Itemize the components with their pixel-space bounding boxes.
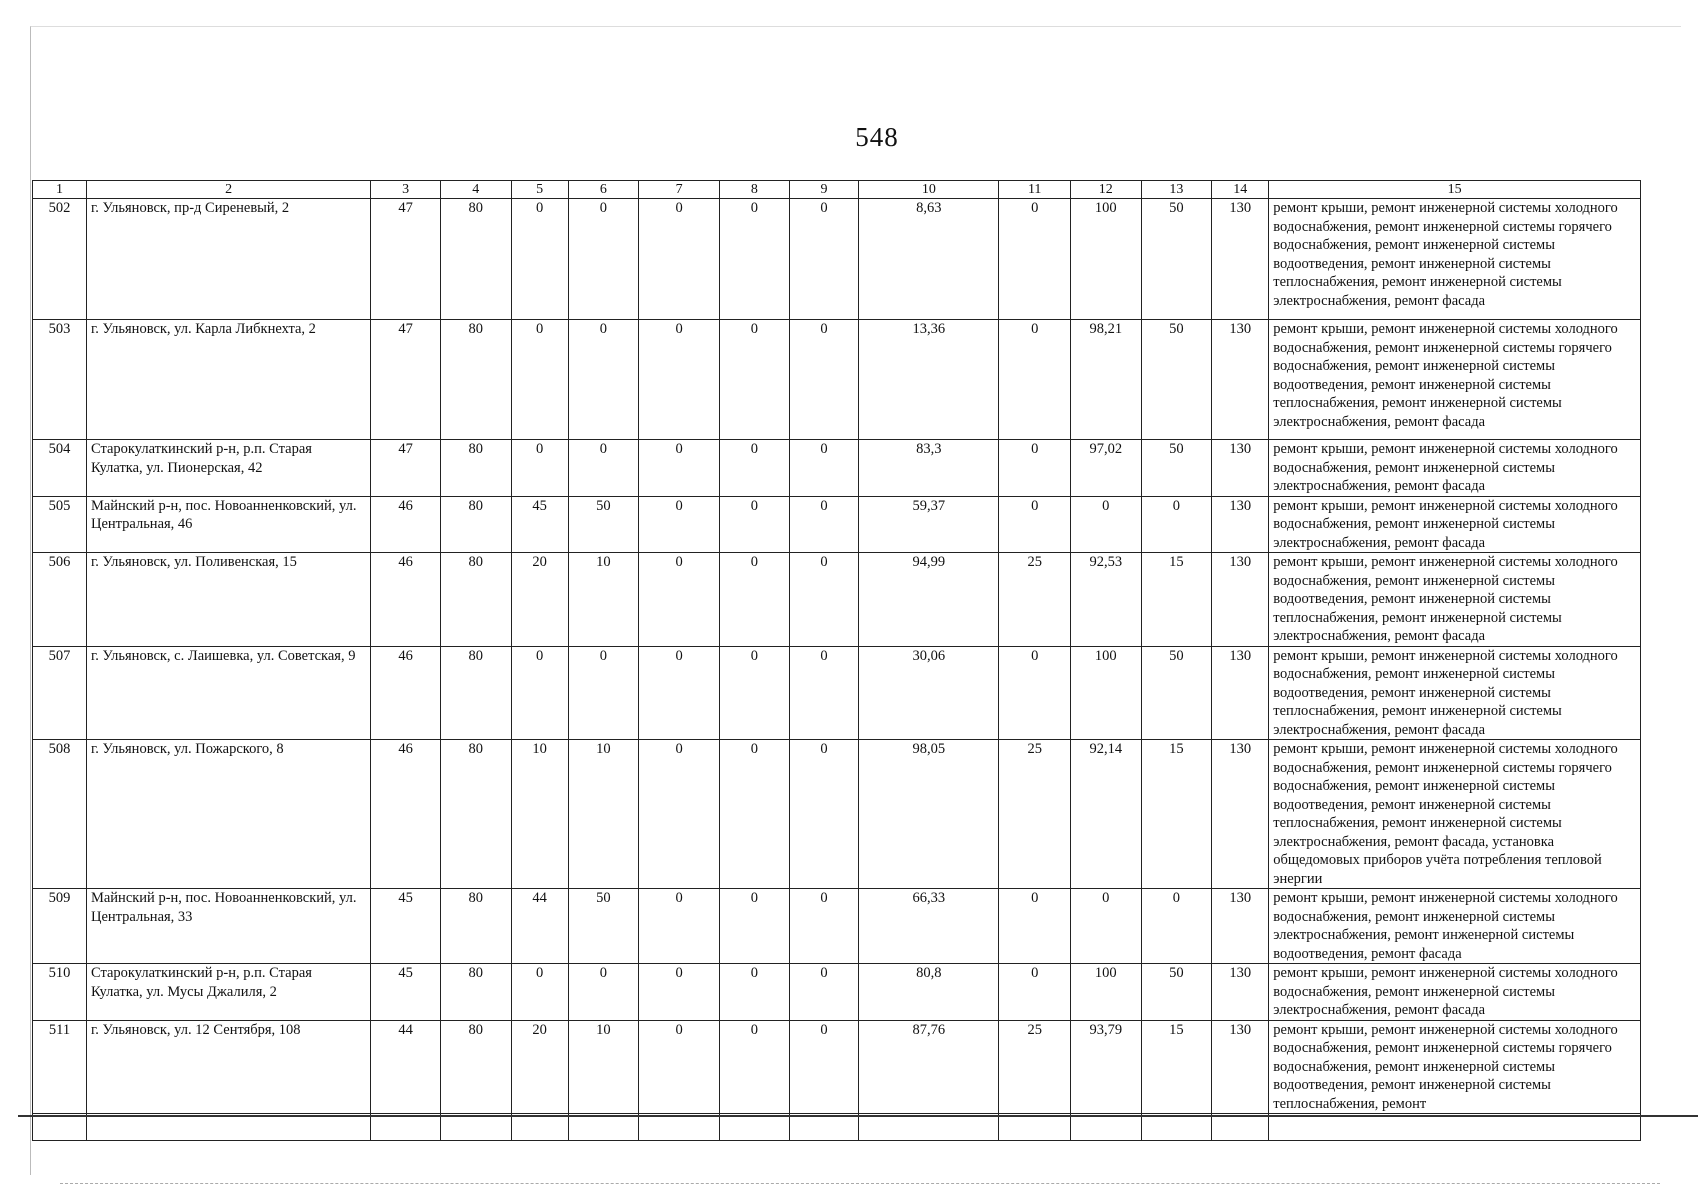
column-header-1: 1	[33, 181, 87, 199]
cell-col3: 46	[371, 553, 441, 647]
cell-col3: 45	[371, 889, 441, 964]
cell-col7: 0	[639, 320, 720, 440]
column-header-7: 7	[639, 181, 720, 199]
repair-works: ремонт крыши, ремонт инженерной системы холодного водоснабжения, ремонт инженерной системы электроснабжения, ремонт фасада	[1269, 496, 1641, 553]
cell-col3: 47	[371, 320, 441, 440]
cell-col5: 0	[511, 320, 568, 440]
cell-col14: 130	[1212, 440, 1269, 497]
address: Майнский р-н, пос. Новоанненковский, ул. Центральная, 33	[86, 889, 370, 964]
cell-col6: 0	[568, 199, 639, 320]
cell-col8: 0	[720, 1020, 790, 1114]
row-number: 508	[33, 740, 87, 889]
cell-col7: 0	[639, 553, 720, 647]
row-number: 504	[33, 440, 87, 497]
cell-col3: 46	[371, 740, 441, 889]
cell-col14: 130	[1212, 320, 1269, 440]
cell-col6: 50	[568, 889, 639, 964]
cell-col3: 45	[371, 964, 441, 1021]
cell-col8: 0	[720, 199, 790, 320]
cell-col9: 0	[789, 553, 859, 647]
table-row	[33, 440, 1641, 497]
cell-col10: 83,3	[859, 440, 999, 497]
cell-col14: 130	[1212, 199, 1269, 320]
cell-col5: 0	[511, 199, 568, 320]
column-header-13: 13	[1141, 181, 1212, 199]
table-row	[33, 740, 1641, 889]
cell-col7: 0	[639, 889, 720, 964]
repair-works: ремонт крыши, ремонт инженерной системы холодного водоснабжения, ремонт инженерной системы горячего водоснабжения, ремонт инженерной системы водоотведения, ремонт инженерной системы теплоснабжения, ремонт	[1269, 1020, 1641, 1114]
cell-col5: 44	[511, 889, 568, 964]
cell-col8: 0	[720, 553, 790, 647]
cell-col13: 50	[1141, 646, 1212, 740]
cell-col9: 0	[789, 964, 859, 1021]
cell-col4: 80	[440, 889, 511, 964]
empty-cell	[511, 1114, 568, 1141]
cell-col7: 0	[639, 440, 720, 497]
address: Старокулаткинский р-н, р.п. Старая Кулатка, ул. Пионерская, 42	[86, 440, 370, 497]
cell-col9: 0	[789, 320, 859, 440]
table-row	[33, 553, 1641, 647]
cell-col4: 80	[440, 646, 511, 740]
cell-col8: 0	[720, 646, 790, 740]
cell-col12: 92,14	[1071, 740, 1142, 889]
empty-cell	[789, 1114, 859, 1141]
column-header-6: 6	[568, 181, 639, 199]
address: г. Ульяновск, с. Лаишевка, ул. Советская, 9	[86, 646, 370, 740]
empty-cell	[33, 1114, 87, 1141]
cell-col11: 0	[999, 199, 1071, 320]
cell-col6: 10	[568, 553, 639, 647]
empty-cell	[639, 1114, 720, 1141]
empty-cell	[86, 1114, 370, 1141]
repair-works: ремонт крыши, ремонт инженерной системы холодного водоснабжения, ремонт инженерной системы водоотведения, ремонт инженерной системы теплоснабжения, ремонт инженерной системы электроснабжения, ремонт фасада	[1269, 553, 1641, 647]
cell-col14: 130	[1212, 964, 1269, 1021]
cell-col4: 80	[440, 496, 511, 553]
cell-col11: 25	[999, 740, 1071, 889]
empty-cell	[1071, 1114, 1142, 1141]
empty-cell	[568, 1114, 639, 1141]
cell-col10: 94,99	[859, 553, 999, 647]
cell-col5: 45	[511, 496, 568, 553]
address: Майнский р-н, пос. Новоанненковский, ул. Центральная, 46	[86, 496, 370, 553]
empty-cell	[1141, 1114, 1212, 1141]
repair-works: ремонт крыши, ремонт инженерной системы холодного водоснабжения, ремонт инженерной системы водоотведения, ремонт инженерной системы теплоснабжения, ремонт инженерной системы электроснабжения, ремонт фасада	[1269, 646, 1641, 740]
cell-col10: 98,05	[859, 740, 999, 889]
cell-col4: 80	[440, 320, 511, 440]
table-row	[33, 889, 1641, 964]
column-header-4: 4	[440, 181, 511, 199]
cell-col7: 0	[639, 199, 720, 320]
cell-col12: 98,21	[1071, 320, 1142, 440]
cell-col6: 0	[568, 964, 639, 1021]
address: г. Ульяновск, ул. Поливенская, 15	[86, 553, 370, 647]
empty-cell	[1212, 1114, 1269, 1141]
cell-col10: 87,76	[859, 1020, 999, 1114]
cell-col4: 80	[440, 964, 511, 1021]
address: г. Ульяновск, пр-д Сиреневый, 2	[86, 199, 370, 320]
cell-col9: 0	[789, 889, 859, 964]
column-header-15: 15	[1269, 181, 1641, 199]
row-number: 507	[33, 646, 87, 740]
cell-col13: 50	[1141, 440, 1212, 497]
cell-col6: 10	[568, 740, 639, 889]
cell-col10: 80,8	[859, 964, 999, 1021]
cell-col14: 130	[1212, 889, 1269, 964]
scan-edge	[60, 1183, 1660, 1184]
cell-col6: 0	[568, 646, 639, 740]
column-header-12: 12	[1071, 181, 1142, 199]
cell-col8: 0	[720, 496, 790, 553]
cell-col8: 0	[720, 889, 790, 964]
column-header-5: 5	[511, 181, 568, 199]
repair-works: ремонт крыши, ремонт инженерной системы холодного водоснабжения, ремонт инженерной системы электроснабжения, ремонт фасада	[1269, 964, 1641, 1021]
cell-col5: 20	[511, 1020, 568, 1114]
empty-cell	[371, 1114, 441, 1141]
cell-col10: 13,36	[859, 320, 999, 440]
column-header-2: 2	[86, 181, 370, 199]
cell-col11: 0	[999, 320, 1071, 440]
cell-col12: 92,53	[1071, 553, 1142, 647]
cell-col10: 66,33	[859, 889, 999, 964]
cell-col8: 0	[720, 440, 790, 497]
cell-col8: 0	[720, 320, 790, 440]
cell-col3: 46	[371, 496, 441, 553]
cell-col8: 0	[720, 740, 790, 889]
cell-col13: 15	[1141, 553, 1212, 647]
cell-col5: 0	[511, 964, 568, 1021]
cell-col3: 44	[371, 1020, 441, 1114]
cell-col9: 0	[789, 440, 859, 497]
cell-col4: 80	[440, 740, 511, 889]
cell-col5: 10	[511, 740, 568, 889]
cell-col12: 100	[1071, 964, 1142, 1021]
cell-col13: 15	[1141, 1020, 1212, 1114]
cell-col11: 0	[999, 646, 1071, 740]
column-header-9: 9	[789, 181, 859, 199]
cell-col4: 80	[440, 1020, 511, 1114]
page-bottom-rule	[18, 1115, 1698, 1117]
cell-col9: 0	[789, 1020, 859, 1114]
cell-col3: 47	[371, 440, 441, 497]
cell-col14: 130	[1212, 553, 1269, 647]
cell-col5: 0	[511, 646, 568, 740]
cell-col10: 30,06	[859, 646, 999, 740]
cell-col14: 130	[1212, 1020, 1269, 1114]
cell-col11: 0	[999, 964, 1071, 1021]
cell-col7: 0	[639, 496, 720, 553]
cell-col4: 80	[440, 199, 511, 320]
cell-col5: 0	[511, 440, 568, 497]
cell-col12: 100	[1071, 646, 1142, 740]
cell-col13: 50	[1141, 320, 1212, 440]
column-header-14: 14	[1212, 181, 1269, 199]
cell-col12: 100	[1071, 199, 1142, 320]
repair-works: ремонт крыши, ремонт инженерной системы холодного водоснабжения, ремонт инженерной системы электроснабжения, ремонт инженерной системы водоотведения, ремонт фасада	[1269, 889, 1641, 964]
column-header-11: 11	[999, 181, 1071, 199]
page-number: 548	[855, 122, 899, 152]
cell-col11: 0	[999, 889, 1071, 964]
cell-col13: 15	[1141, 740, 1212, 889]
cell-col11: 25	[999, 553, 1071, 647]
cell-col11: 0	[999, 440, 1071, 497]
cell-col7: 0	[639, 646, 720, 740]
table-row	[33, 646, 1641, 740]
row-number: 506	[33, 553, 87, 647]
table-row	[33, 320, 1641, 440]
row-number: 503	[33, 320, 87, 440]
repair-works: ремонт крыши, ремонт инженерной системы холодного водоснабжения, ремонт инженерной системы горячего водоснабжения, ремонт инженерной системы водоотведения, ремонт инженерной системы теплоснабжения, ремонт инженерной системы электроснабжения, ремонт фасада, установка общедомовых приборов учёта потребления тепловой энергии	[1269, 740, 1641, 889]
cell-col14: 130	[1212, 740, 1269, 889]
row-number: 509	[33, 889, 87, 964]
cell-col7: 0	[639, 740, 720, 889]
cell-col12: 97,02	[1071, 440, 1142, 497]
cell-col4: 80	[440, 553, 511, 647]
cell-col6: 10	[568, 1020, 639, 1114]
row-number: 511	[33, 1020, 87, 1114]
cell-col6: 0	[568, 440, 639, 497]
cell-col7: 0	[639, 964, 720, 1021]
table-row	[33, 964, 1641, 1021]
address: Старокулаткинский р-н, р.п. Старая Кулатка, ул. Мусы Джалиля, 2	[86, 964, 370, 1021]
address: г. Ульяновск, ул. Карла Либкнехта, 2	[86, 320, 370, 440]
cell-col6: 50	[568, 496, 639, 553]
repair-works: ремонт крыши, ремонт инженерной системы холодного водоснабжения, ремонт инженерной системы электроснабжения, ремонт фасада	[1269, 440, 1641, 497]
cell-col14: 130	[1212, 496, 1269, 553]
empty-cell	[999, 1114, 1071, 1141]
cell-col10: 8,63	[859, 199, 999, 320]
header-row	[33, 181, 1641, 199]
empty-cell	[859, 1114, 999, 1141]
table-row	[33, 496, 1641, 553]
cell-col13: 50	[1141, 199, 1212, 320]
cell-col14: 130	[1212, 646, 1269, 740]
repair-works: ремонт крыши, ремонт инженерной системы холодного водоснабжения, ремонт инженерной системы горячего водоснабжения, ремонт инженерной системы водоотведения, ремонт инженерной системы теплоснабжения, ремонт инженерной системы электроснабжения, ремонт фасада	[1269, 199, 1641, 320]
cell-col12: 0	[1071, 496, 1142, 553]
cell-col12: 93,79	[1071, 1020, 1142, 1114]
cell-col10: 59,37	[859, 496, 999, 553]
row-number: 510	[33, 964, 87, 1021]
table-row	[33, 199, 1641, 320]
address: г. Ульяновск, ул. 12 Сентября, 108	[86, 1020, 370, 1114]
cell-col9: 0	[789, 646, 859, 740]
cell-col9: 0	[789, 496, 859, 553]
cell-col4: 80	[440, 440, 511, 497]
column-header-10: 10	[859, 181, 999, 199]
empty-cell	[720, 1114, 790, 1141]
row-number: 502	[33, 199, 87, 320]
cell-col5: 20	[511, 553, 568, 647]
repair-works: ремонт крыши, ремонт инженерной системы холодного водоснабжения, ремонт инженерной системы горячего водоснабжения, ремонт инженерной системы водоотведения, ремонт инженерной системы теплоснабжения, ремонт инженерной системы электроснабжения, ремонт фасада	[1269, 320, 1641, 440]
cell-col3: 46	[371, 646, 441, 740]
cell-col7: 0	[639, 1020, 720, 1114]
empty-cell	[440, 1114, 511, 1141]
table-body	[33, 199, 1641, 1141]
column-header-8: 8	[720, 181, 790, 199]
cell-col8: 0	[720, 964, 790, 1021]
cell-col12: 0	[1071, 889, 1142, 964]
table-row-continuation	[33, 1114, 1641, 1141]
row-number: 505	[33, 496, 87, 553]
cell-col13: 0	[1141, 496, 1212, 553]
cell-col9: 0	[789, 199, 859, 320]
cell-col6: 0	[568, 320, 639, 440]
cell-col13: 50	[1141, 964, 1212, 1021]
cell-col13: 0	[1141, 889, 1212, 964]
repair-register-table	[32, 180, 1641, 1141]
cell-col11: 0	[999, 496, 1071, 553]
cell-col11: 25	[999, 1020, 1071, 1114]
address: г. Ульяновск, ул. Пожарского, 8	[86, 740, 370, 889]
cell-col9: 0	[789, 740, 859, 889]
empty-cell	[1269, 1114, 1641, 1141]
cell-col3: 47	[371, 199, 441, 320]
table-row	[33, 1020, 1641, 1114]
column-header-3: 3	[371, 181, 441, 199]
